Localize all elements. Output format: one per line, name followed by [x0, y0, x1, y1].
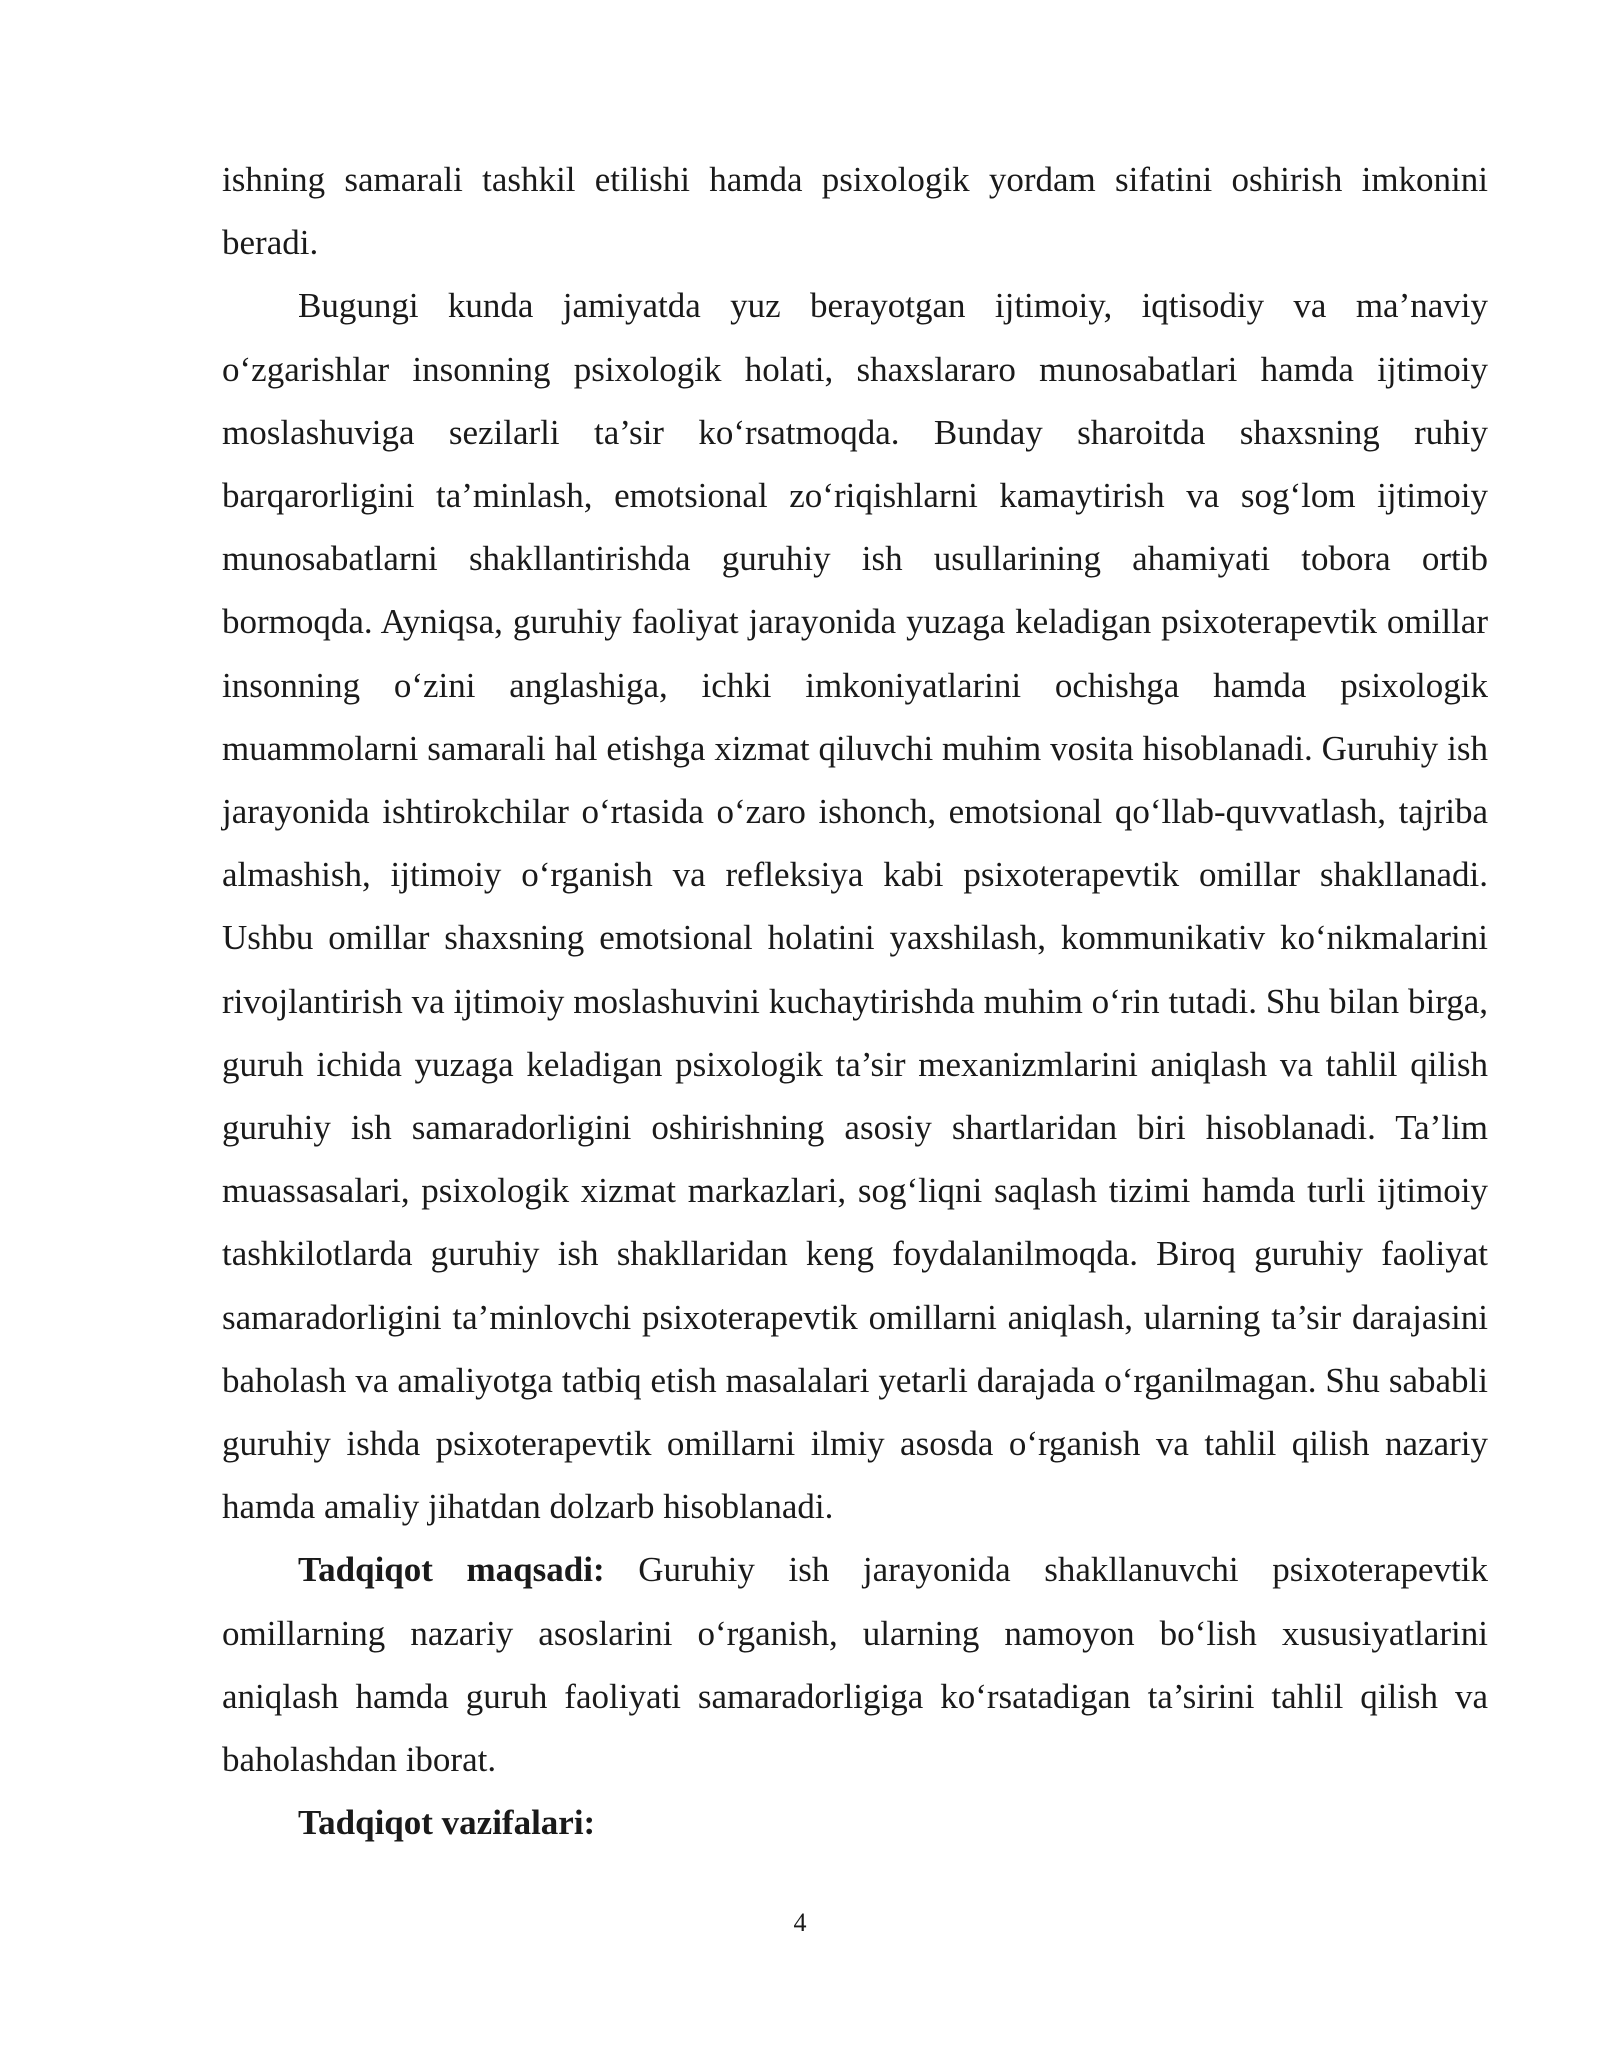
research-goal-label: Tadqiqot maqsadi:	[298, 1550, 605, 1590]
paragraph-main: Bugungi kunda jamiyatda yuz berayotgan ijtimoiy, iqtisodiy va ma’naviy o‘zgarishlar insonning psixologik holati, shaxslararo munosabatlari hamda ijtimoiy moslashuviga sezilarli ta’sir ko‘rsatmoqda. Bunday sharoitda shaxsning ruhiy barqarorligini ta’minlash, emotsional zo‘riqishlarni kamaytirish va sog‘lom ijtimoiy munosabatlarni shakllantirishda guruhiy ish usullarining ahamiyati tobora ortib bormoqda. Ayniqsa, guruhiy faoliyat jarayonida yuzaga keladigan psixoterapevtik omillar insonning o‘zini anglashiga, ichki imkoniyatlarini ochishga hamda psixologik muammolarni samarali hal etishga xizmat qiluvchi muhim vosita hisoblanadi. Guruhiy ish jarayonida ishtirokchilar o‘rtasida o‘zaro ishonch, emotsional qo‘llab-quvvatlash, tajriba almashish, ijtimoiy o‘rganish va refleksiya kabi psixoterapevtik omillar shakllanadi. Ushbu omillar shaxsning emotsional holatini yaxshilash, kommunikativ ko‘nikmalarini rivojlantirish va ijtimoiy moslashuvini kuchaytirishda muhim o‘rin tutadi. Shu bilan birga, guruh ichida yuzaga keladigan psixologik ta’sir mexanizmlarini aniqlash va tahlil qilish guruhiy ish samaradorligini oshirishning asosiy shartlaridan biri hisoblanadi. Ta’lim muassasalari, psixologik xizmat markazlari, sog‘liqni saqlash tizimi hamda turli ijtimoiy tashkilotlarda guruhiy ish shakllaridan keng foydalanilmoqda. Biroq guruhiy faoliyat samaradorligini ta’minlovchi psixoterapevtik omillarni aniqlash, ularning ta’sir darajasini baholash va amaliyotga tatbiq etish masalalari yetarli darajada o‘rganilmagan. Shu sababli guruhiy ishda psixoterapevtik omillarni ilmiy asosda o‘rganish va tahlil qilish nazariy hamda amaliy jihatdan dolzarb hisoblanadi.	[222, 286, 1488, 1527]
document-body	[222, 148, 1488, 1854]
research-tasks-label: Tadqiqot vazifalari:	[298, 1803, 596, 1843]
research-goal-text: Guruhiy ish jarayonida shakllanuvchi psixoterapevtik omillarning nazariy asoslarini o‘rganish, ularning namoyon bo‘lish xususiyatlarini aniqlash hamda guruh faoliyati samaradorligiga ko‘rsatadigan ta’sirini tahlil qilish va baholashdan iborat.	[222, 1550, 1488, 1780]
paragraph-research-goal	[222, 1538, 1488, 1791]
paragraph-research-tasks	[222, 1791, 1488, 1854]
page-number: 4	[793, 1908, 807, 1937]
paragraph-continuation: ishning samarali tashkil etilishi hamda psixologik yordam sifatini oshirish imkonini beradi.	[222, 160, 1488, 263]
